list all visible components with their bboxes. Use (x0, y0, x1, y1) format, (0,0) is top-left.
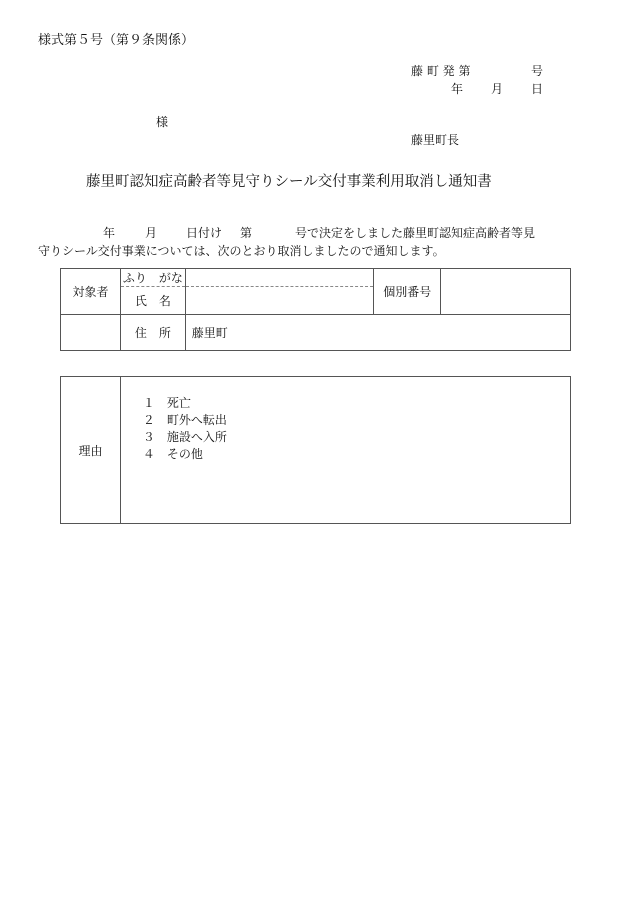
reason-label: 理由 (61, 377, 121, 524)
reason-list (143, 395, 570, 463)
body-month: 月 (145, 226, 158, 240)
issue-number-suffix: 号 (531, 64, 544, 78)
subject-label-spacer (61, 315, 121, 351)
reason-item-death[interactable]: １ 死亡 (142, 396, 191, 410)
subject-table (60, 268, 571, 351)
reason-options (120, 377, 570, 524)
date-year: 年 (451, 82, 464, 96)
body-line2: 守りシール交付事業については、次のとおり取消しましたので通知します。 (38, 244, 445, 258)
body-number-prefix: 第 (240, 226, 253, 240)
issue-number-prefix: 藤 町 発 第 (411, 64, 471, 78)
name-field[interactable] (185, 287, 374, 315)
reason-item-moved-out[interactable]: ２ 町外へ転出 (142, 413, 227, 427)
address-value[interactable]: 藤里町 (185, 315, 570, 351)
issuer: 藤里町長 (411, 133, 460, 147)
body-dated: 日付け (186, 226, 223, 240)
body-year: 年 (103, 226, 116, 240)
name-label: 氏 名 (120, 287, 185, 315)
body-line1-tail: 号で決定をしました藤里町認知症高齢者等見 (295, 226, 536, 240)
date-day: 日 (531, 82, 544, 96)
subject-label: 対象者 (61, 269, 121, 315)
personal-number-label: 個別番号 (374, 269, 441, 315)
reason-table (60, 376, 571, 524)
date-month: 月 (491, 82, 504, 96)
recipient-honorific: 様 (156, 115, 169, 129)
reason-item-other[interactable]: ４ その他 (142, 447, 203, 461)
document-title: 藤里町認知症高齢者等見守りシール交付事業利用取消し通知書 (86, 174, 492, 190)
reason-item-facility[interactable]: ３ 施設へ入所 (142, 430, 227, 444)
personal-number-field[interactable] (441, 269, 571, 315)
address-label: 住 所 (120, 315, 185, 351)
form-number: 様式第５号（第９条関係） (38, 33, 195, 48)
furigana-field[interactable] (185, 269, 374, 287)
furigana-label: ふり がな (120, 269, 185, 287)
